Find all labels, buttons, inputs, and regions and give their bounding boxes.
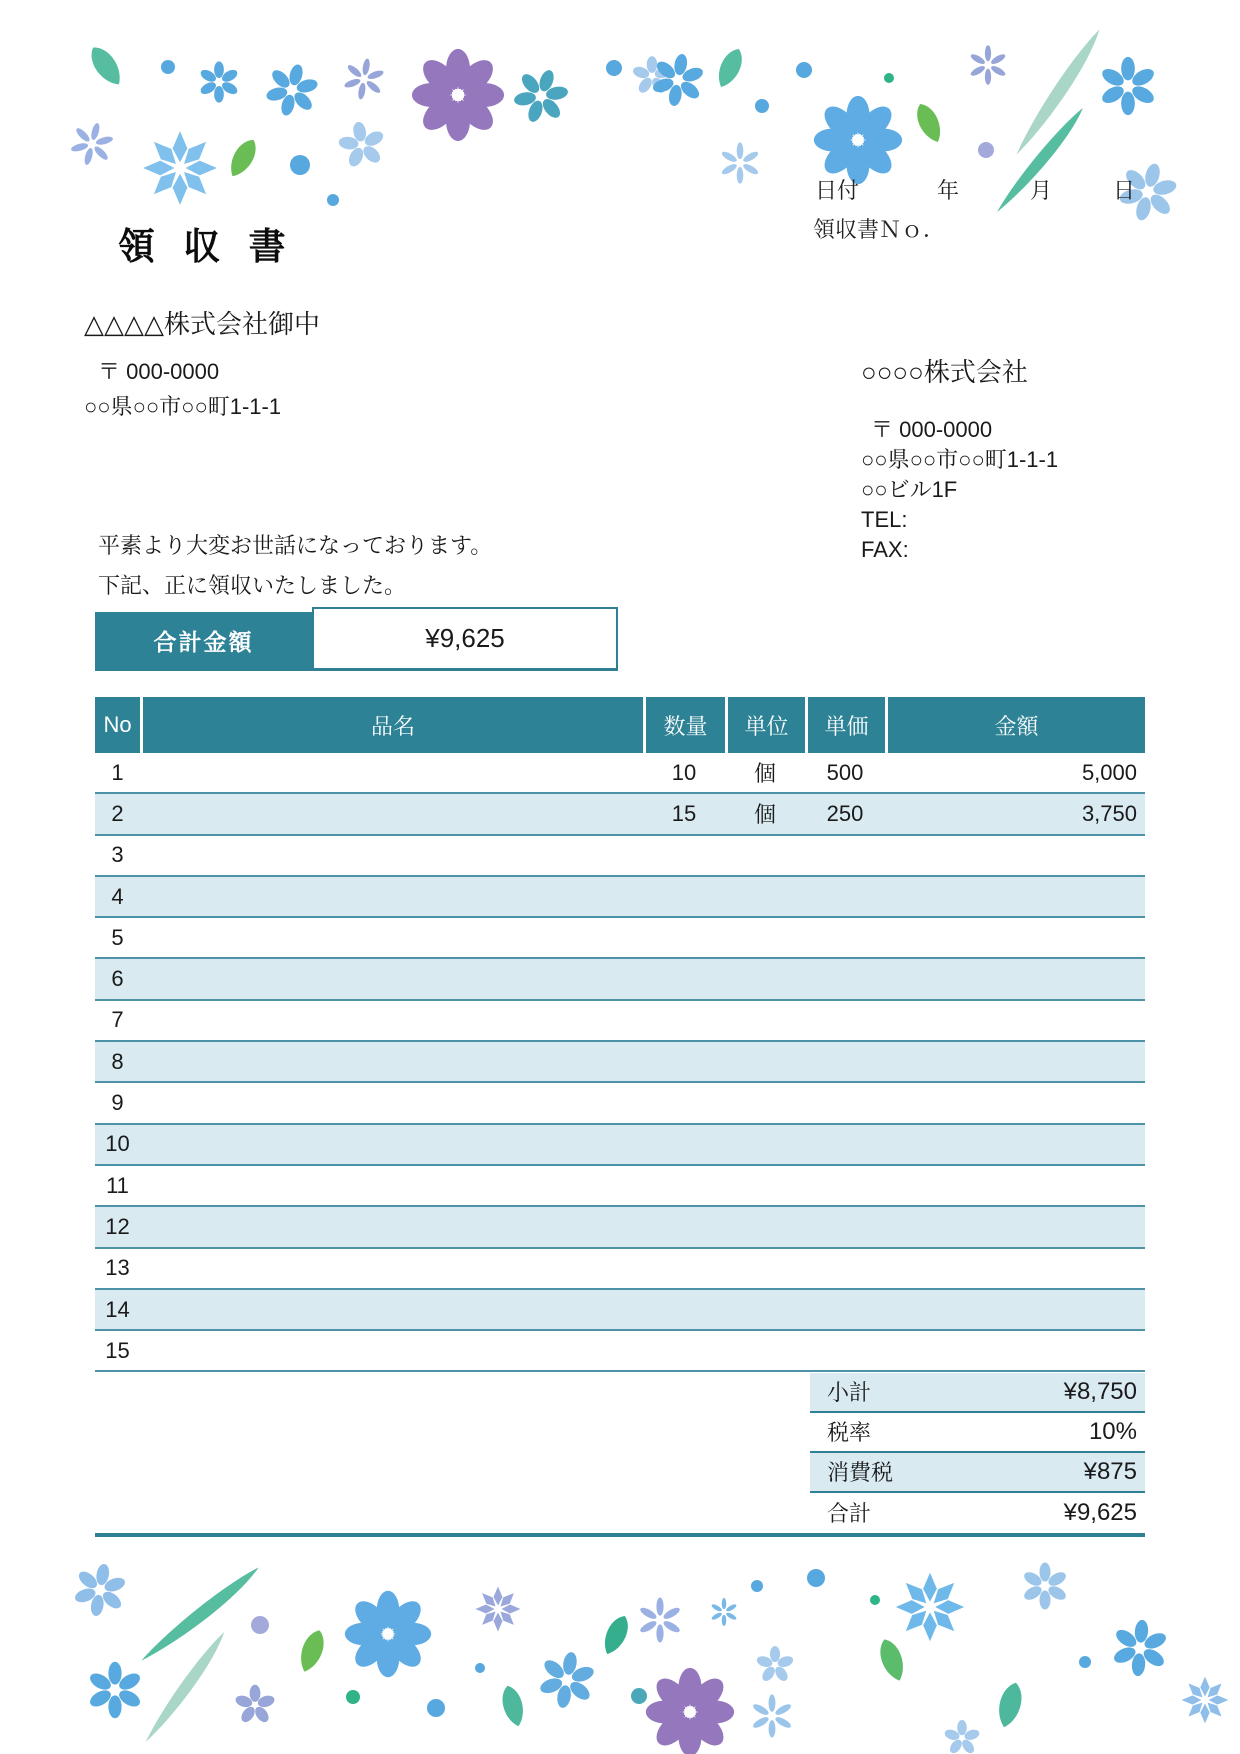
dot-icon: [884, 73, 894, 83]
item-cell-name: [140, 753, 643, 792]
item-cell-unit-price: [805, 1331, 885, 1370]
flower-icon: [70, 1560, 130, 1621]
item-cell-amount: 3,750: [1081, 800, 1137, 826]
table-row: [95, 1083, 1145, 1124]
summary-value: ¥9,625: [1063, 1498, 1137, 1526]
item-cell-amount: [885, 1331, 1145, 1370]
flower-icon: [1182, 1677, 1229, 1724]
item-cell-quantity: [643, 1207, 725, 1246]
issuer-address2: ○○ビル1F: [861, 477, 958, 502]
item-cell-no: 3: [111, 842, 124, 868]
table-row: [95, 1166, 1145, 1207]
dot-icon: [631, 1688, 647, 1704]
item-cell-unit: [725, 918, 805, 957]
flower-icon: [814, 96, 902, 184]
addressee-name: △△△△株式会社御中: [84, 309, 320, 339]
item-cell-name: [140, 1166, 643, 1205]
item-cell-no: 9: [111, 1090, 124, 1116]
summary-row: [810, 1373, 1145, 1413]
greeting-line1: 平素より大変お世話になっております。: [98, 533, 493, 558]
item-cell-unit-price: [805, 1001, 885, 1040]
flower-icon: [969, 45, 1006, 84]
item-cell-quantity: [643, 1042, 725, 1081]
item-cell-name: [140, 836, 643, 875]
flower-icon: [1022, 1563, 1068, 1610]
item-cell-unit: [725, 1290, 805, 1329]
item-cell-unit: [725, 877, 805, 916]
item-cell-unit: [725, 1249, 805, 1288]
table-row: [95, 1207, 1145, 1248]
item-cell-amount: [885, 1249, 1145, 1288]
items-table: [95, 697, 1145, 1372]
issuer-name: ○○○○株式会社: [861, 357, 1028, 387]
leaf-icon: [85, 42, 127, 90]
dot-icon: [755, 99, 769, 113]
flower-icon: [752, 1694, 793, 1737]
item-cell-amount: 5,000: [1081, 759, 1137, 785]
item-cell-no: 7: [111, 1007, 124, 1033]
summary-label: 小計: [827, 1380, 872, 1405]
summary-value: 10%: [1088, 1417, 1137, 1445]
addressee-postal: 〒 000-0000: [98, 359, 220, 384]
dot-icon: [606, 60, 622, 76]
summary-row: [810, 1453, 1145, 1493]
table-row: [95, 753, 1145, 794]
item-cell-name: [140, 1083, 643, 1122]
summary-row: [810, 1493, 1145, 1533]
dot-icon: [475, 1663, 485, 1673]
col-header-unit-price: 単価: [805, 697, 885, 753]
item-cell-unit: 個: [753, 802, 776, 828]
item-cell-amount: [885, 1290, 1145, 1329]
flower-icon: [345, 1591, 431, 1677]
item-cell-unit: [725, 1166, 805, 1205]
total-amount-box: [95, 607, 618, 671]
item-cell-unit-price: [805, 1083, 885, 1122]
summary-row: [810, 1413, 1145, 1453]
item-cell-name: [140, 1290, 643, 1329]
flower-icon: [720, 142, 759, 183]
summary-value: ¥875: [1083, 1457, 1137, 1485]
item-cell-no: 10: [105, 1131, 130, 1157]
flower-icon: [896, 1573, 964, 1641]
item-cell-amount: [885, 1125, 1145, 1164]
issuer-postal: 〒 000-0000: [871, 417, 993, 442]
addressee-block: [84, 304, 320, 421]
item-cell-amount: [885, 877, 1145, 916]
total-amount-label: 合計金額: [95, 612, 312, 668]
item-cell-unit-price: [805, 1042, 885, 1081]
table-bottom-rule: [95, 1533, 1145, 1537]
item-cell-name: [140, 877, 643, 916]
item-cell-quantity: [643, 836, 725, 875]
issuer-tel-label: TEL:: [861, 507, 908, 532]
flower-icon: [476, 1587, 521, 1632]
col-header-item-name: 品名: [140, 697, 643, 753]
flower-icon: [341, 55, 387, 103]
items-body: [95, 753, 1145, 1372]
table-row: [95, 1331, 1145, 1372]
flower-icon: [535, 1647, 599, 1712]
leaf-icon: [875, 1636, 909, 1684]
greeting-line2: 下記、正に領収いたしました。: [98, 573, 407, 598]
summary-table: [810, 1373, 1145, 1533]
item-cell-quantity: 15: [671, 800, 697, 826]
flower-icon: [506, 61, 575, 131]
item-cell-no: 5: [111, 924, 124, 950]
flower-icon: [639, 1597, 682, 1642]
item-cell-unit-price: 500: [826, 759, 864, 785]
flower-icon: [199, 61, 240, 102]
flower-icon: [1099, 57, 1156, 115]
item-cell-unit: [725, 1125, 805, 1164]
item-cell-unit-price: [805, 1207, 885, 1246]
dot-icon: [290, 155, 310, 175]
item-cell-unit: [725, 959, 805, 998]
item-cell-amount: [885, 918, 1145, 957]
item-cell-no: 8: [111, 1048, 124, 1074]
item-cell-name: [140, 1042, 643, 1081]
date-label: 日付: [815, 178, 860, 203]
leaf-icon: [295, 1627, 329, 1675]
dot-icon: [427, 1699, 445, 1717]
item-cell-unit-price: [805, 1249, 885, 1288]
month-label: 月: [1030, 178, 1053, 203]
item-cell-quantity: [643, 1001, 725, 1040]
flower-icon: [646, 1668, 734, 1754]
item-cell-quantity: [643, 1166, 725, 1205]
item-cell-unit-price: [805, 836, 885, 875]
item-cell-name: [140, 1207, 643, 1246]
item-cell-name: [140, 959, 643, 998]
table-row: [95, 918, 1145, 959]
table-row: [95, 836, 1145, 877]
table-row: [95, 1001, 1145, 1042]
item-cell-unit: 個: [753, 761, 776, 787]
dot-icon: [807, 1569, 825, 1587]
table-row: [95, 1290, 1145, 1331]
summary-label: 消費税: [827, 1460, 894, 1485]
item-cell-quantity: [643, 1331, 725, 1370]
item-cell-no: 4: [111, 883, 124, 909]
greeting-block: [98, 526, 492, 606]
item-cell-quantity: 10: [671, 759, 697, 785]
item-cell-unit: [725, 1207, 805, 1246]
table-row: [95, 877, 1145, 918]
item-cell-amount: [885, 1166, 1145, 1205]
item-cell-quantity: [643, 1125, 725, 1164]
flower-icon: [234, 1685, 276, 1725]
flower-icon: [755, 1646, 794, 1683]
dot-icon: [978, 142, 994, 158]
leaf-icon: [713, 45, 748, 91]
leaf-icon: [498, 1683, 527, 1728]
dot-icon: [161, 60, 175, 74]
item-cell-no: 6: [111, 966, 124, 992]
item-cell-quantity: [643, 918, 725, 957]
col-header-amount: 金額: [885, 697, 1145, 753]
dot-icon: [327, 194, 339, 206]
dot-icon: [346, 1690, 360, 1704]
item-cell-amount: [885, 1042, 1145, 1081]
summary-value: ¥8,750: [1063, 1377, 1137, 1405]
item-cell-amount: [885, 1083, 1145, 1122]
dot-icon: [796, 62, 812, 78]
item-cell-no: 15: [105, 1337, 130, 1363]
item-cell-no: 14: [105, 1296, 130, 1322]
day-label: 日: [1113, 178, 1136, 203]
item-cell-name: [140, 1001, 643, 1040]
item-cell-amount: [885, 1001, 1145, 1040]
addressee-address: ○○県○○市○○町1-1-1: [84, 394, 282, 419]
item-cell-unit-price: [805, 1166, 885, 1205]
item-cell-no: 11: [106, 1172, 129, 1198]
item-cell-unit-price: [805, 1125, 885, 1164]
leaf-icon: [599, 1612, 634, 1658]
item-cell-quantity: [643, 959, 725, 998]
item-cell-unit-price: [805, 877, 885, 916]
flower-icon: [412, 49, 504, 141]
leaf-icon: [912, 100, 947, 146]
issuer-block: [861, 352, 1058, 565]
items-table-header: [95, 697, 1145, 753]
item-cell-amount: [885, 959, 1145, 998]
leaf-icon: [224, 135, 261, 181]
item-cell-unit: [725, 1042, 805, 1081]
year-label: 年: [937, 178, 960, 203]
col-header-unit: 単位: [725, 697, 805, 753]
table-row: [95, 794, 1145, 835]
col-header-quantity: 数量: [643, 697, 725, 753]
total-amount-value: ¥9,625: [312, 607, 618, 668]
item-cell-unit: [725, 836, 805, 875]
item-cell-quantity: [643, 1290, 725, 1329]
flower-icon: [67, 118, 118, 170]
item-cell-name: [140, 1331, 643, 1370]
dot-icon: [751, 1580, 763, 1592]
item-cell-unit-price: [805, 918, 885, 957]
summary-label: 合計: [827, 1501, 872, 1526]
dot-icon: [251, 1616, 269, 1634]
table-row: [95, 1249, 1145, 1290]
bottom-floral-decoration: [0, 1554, 1240, 1754]
summary-label: 税率: [827, 1420, 872, 1445]
item-cell-unit: [725, 1331, 805, 1370]
table-row: [95, 1042, 1145, 1083]
item-cell-quantity: [643, 1083, 725, 1122]
item-cell-quantity: [643, 1249, 725, 1288]
item-cell-unit: [725, 1001, 805, 1040]
item-cell-no: 2: [111, 800, 124, 826]
item-cell-name: [140, 1125, 643, 1164]
flower-icon: [711, 1598, 738, 1626]
item-cell-unit: [725, 1083, 805, 1122]
issuer-address1: ○○県○○市○○町1-1-1: [861, 447, 1059, 472]
leaf-icon: [994, 1680, 1026, 1730]
flower-icon: [943, 1720, 980, 1754]
item-cell-amount: [885, 836, 1145, 875]
dot-icon: [1079, 1656, 1091, 1668]
dot-icon: [870, 1595, 880, 1605]
item-cell-amount: [885, 1207, 1145, 1246]
flower-icon: [1110, 1617, 1170, 1678]
table-row: [95, 1125, 1145, 1166]
item-cell-no: 1: [111, 759, 124, 785]
item-cell-unit-price: 250: [826, 800, 864, 826]
page-title: 領 収 書: [118, 226, 295, 267]
flower-icon: [334, 118, 390, 172]
item-cell-unit-price: [805, 959, 885, 998]
flower-icon: [143, 131, 217, 205]
item-cell-unit-price: [805, 1290, 885, 1329]
flower-icon: [87, 1662, 142, 1718]
item-cell-quantity: [643, 877, 725, 916]
table-row: [95, 959, 1145, 1000]
item-cell-no: 13: [105, 1255, 130, 1281]
col-header-no: No: [103, 712, 132, 737]
item-cell-name: [140, 1249, 643, 1288]
item-cell-name: [140, 794, 643, 833]
flower-icon: [260, 58, 324, 122]
item-cell-no: 12: [105, 1213, 130, 1239]
grass-blade-icon: [139, 1561, 263, 1668]
issuer-fax-label: FAX:: [861, 537, 909, 562]
top-floral-decoration: [0, 0, 1240, 245]
receipt-no-label: 領収書Ｎｏ．: [813, 217, 946, 242]
item-cell-name: [140, 918, 643, 957]
